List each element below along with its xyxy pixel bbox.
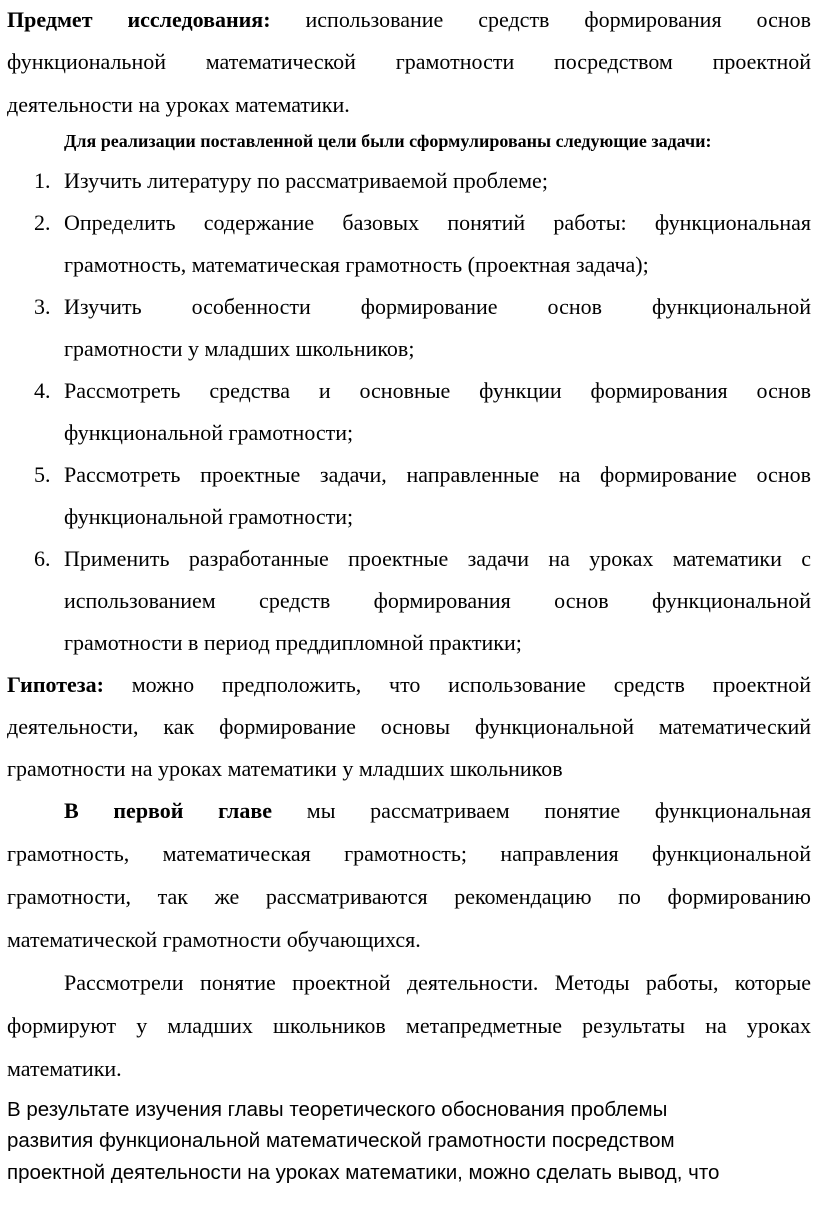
subject-line-3: деятельности на уроках математики. [7,92,350,117]
chapter1-line-1 [64,797,811,825]
task-number-5: 5. [34,462,51,487]
task-number-1: 1. [34,168,51,193]
hypothesis-line-1 [7,671,811,699]
task-number-6: 6. [34,546,51,571]
hypothesis-label: Гипотеза: [7,672,104,697]
chapter1-line-3: грамотности, так же рассматриваются рекомендацию по формированию [7,884,811,909]
chapter1-label: В первой главе [64,798,273,823]
task-5-line-2: функциональной грамотности; [64,504,354,529]
task-3-line-2: грамотности у младших школьников; [64,336,415,361]
chapter1-line-2: грамотность, математическая грамотность; направления функциональной [7,841,811,866]
task-number-4: 4. [34,378,51,403]
task-3-line-1: Изучить особенности формирование основ функциональной [64,294,811,319]
chapter1-text-1: мы рассматриваем понятие функциональная [306,798,812,823]
task-2-line-1: Определить содержание базовых понятий работы: функциональная [64,210,811,235]
subject-line-2: функциональной математической грамотности посредством проектной [7,49,811,74]
task-4-line-1: Рассмотреть средства и основные функции формирования основ [64,378,811,403]
hypothesis-text-1: можно предположить, что использование средств проектной [131,672,812,697]
hypothesis-line-3: грамотности на уроках математики у младших школьников [7,756,563,781]
task-number-3: 3. [34,294,51,319]
subject-line-1 [7,6,811,34]
conclusion-line-1: В результате изучения главы теоретического обоснования проблемы [7,1098,668,1121]
project-line-1: Рассмотрели понятие проектной деятельности. Методы работы, которые [64,970,811,995]
conclusion-line-3: проектной деятельности на уроках математики, можно сделать вывод, что [7,1161,720,1184]
task-6-line-3: грамотности в период преддипломной практики; [64,630,522,655]
hypothesis-line-2: деятельности, как формирование основы функциональной математический [7,714,811,739]
task-5-line-1: Рассмотреть проектные задачи, направленные на формирование основ [64,462,811,487]
task-6-line-2: использованием средств формирования основ функциональной [64,588,811,613]
task-6-line-1: Применить разработанные проектные задачи на уроках математики с [64,546,811,571]
project-line-2: формируют у младших школьников метапредметные результаты на уроках [7,1013,811,1038]
task-1-line-1: Изучить литературу по рассматриваемой проблеме; [64,168,548,193]
task-2-line-2: грамотность, математическая грамотность (проектная задача); [64,252,649,277]
tasks-heading: Для реализации поставленной цели были сформулированы следующие задачи: [64,131,712,151]
chapter1-line-4: математической грамотности обучающихся. [7,927,421,952]
task-number-2: 2. [34,210,51,235]
project-line-3: математики. [7,1056,122,1081]
task-4-line-2: функциональной грамотности; [64,420,354,445]
conclusion-line-2: развития функциональной математической грамотности посредством [7,1129,675,1152]
subject-label: Предмет исследования: [7,7,271,32]
subject-text-1: использование средств формирования основ [305,7,811,32]
